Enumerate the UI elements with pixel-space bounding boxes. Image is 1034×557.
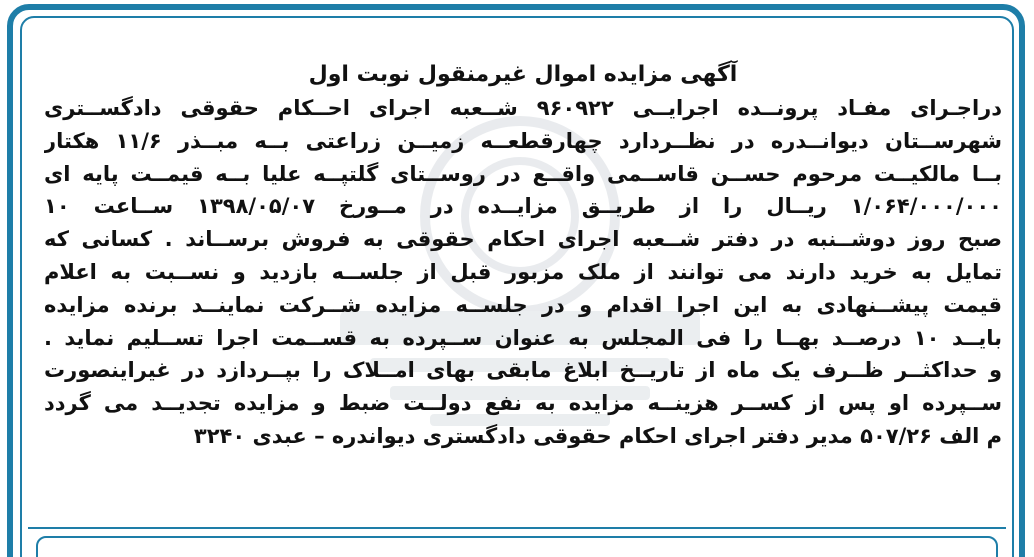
notice-line: بــا مالکیــت مرحوم حســن قاســمی واقــع در روســتای گلتپــه علیا بــه قیمــت پایه ای <box>44 161 1002 186</box>
notice-line: قیمت پیشــنهادی به این اجرا اقدام و در جلســه مزایده شــرکت نماینــد برنده مزایده <box>44 292 1002 317</box>
notice-line: ســپرده او پس از کســر هزینــه مزایده به نفع دولــت ضبط و مزایده تجدیــد می گردد <box>44 391 1002 416</box>
notice-title: آگهی مزایده اموال غیرمنقول نوبت اول <box>308 62 738 87</box>
notice-line: دراجـرای مفـاد پرونــده اجرایــی ۹۶۰۹۲۲ شــعبه اجرای احــکام حقوقی دادگســتری <box>44 96 1002 120</box>
notice-content <box>44 58 1002 453</box>
notice-line: بایــد ۱۰ درصــد بهــا را فی المجلس به عنوان ســپرده به قســمت اجرا تســلیم نماید . <box>44 325 1002 350</box>
bottom-decorative-band <box>36 536 998 557</box>
notice-line: ۱/۰۶۴/۰۰۰/۰۰۰ ریــال را از طریــق مزایــده در مــورخ ۱۳۹۸/۰۵/۰۷ ســاعت ۱۰ <box>44 194 1002 219</box>
notice-line: و حداکثــر ظــرف یک ماه از تاریــخ ابلاغ مابقی بهای امــلاک را بپــردازد در غیراینصورت <box>44 358 1002 383</box>
notice-signature-line: م الف ۵۰۷/۲۶ مدیر دفتر اجرای احکام حقوقی دادگستری دیواندره – عبدی ۳۲۴۰ <box>193 423 1002 448</box>
bottom-divider <box>28 527 1006 529</box>
notice-line: تمایل به خرید دارند می توانند از ملک مزبور قبل از جلســه بازدید و نســبت به اعلام <box>44 259 1002 284</box>
notice-line: صبح روز دوشــنبه در دفتر شــعبه اجرای احکام حقوقی به فروش برســاند . کسانی که <box>44 227 1002 252</box>
notice-line: شهرســتان دیوانــدره در نظــردارد چهارقطعــه زمیــن زراعتی بــه مبــذر ۱۱/۶ هکتار <box>44 128 1002 153</box>
